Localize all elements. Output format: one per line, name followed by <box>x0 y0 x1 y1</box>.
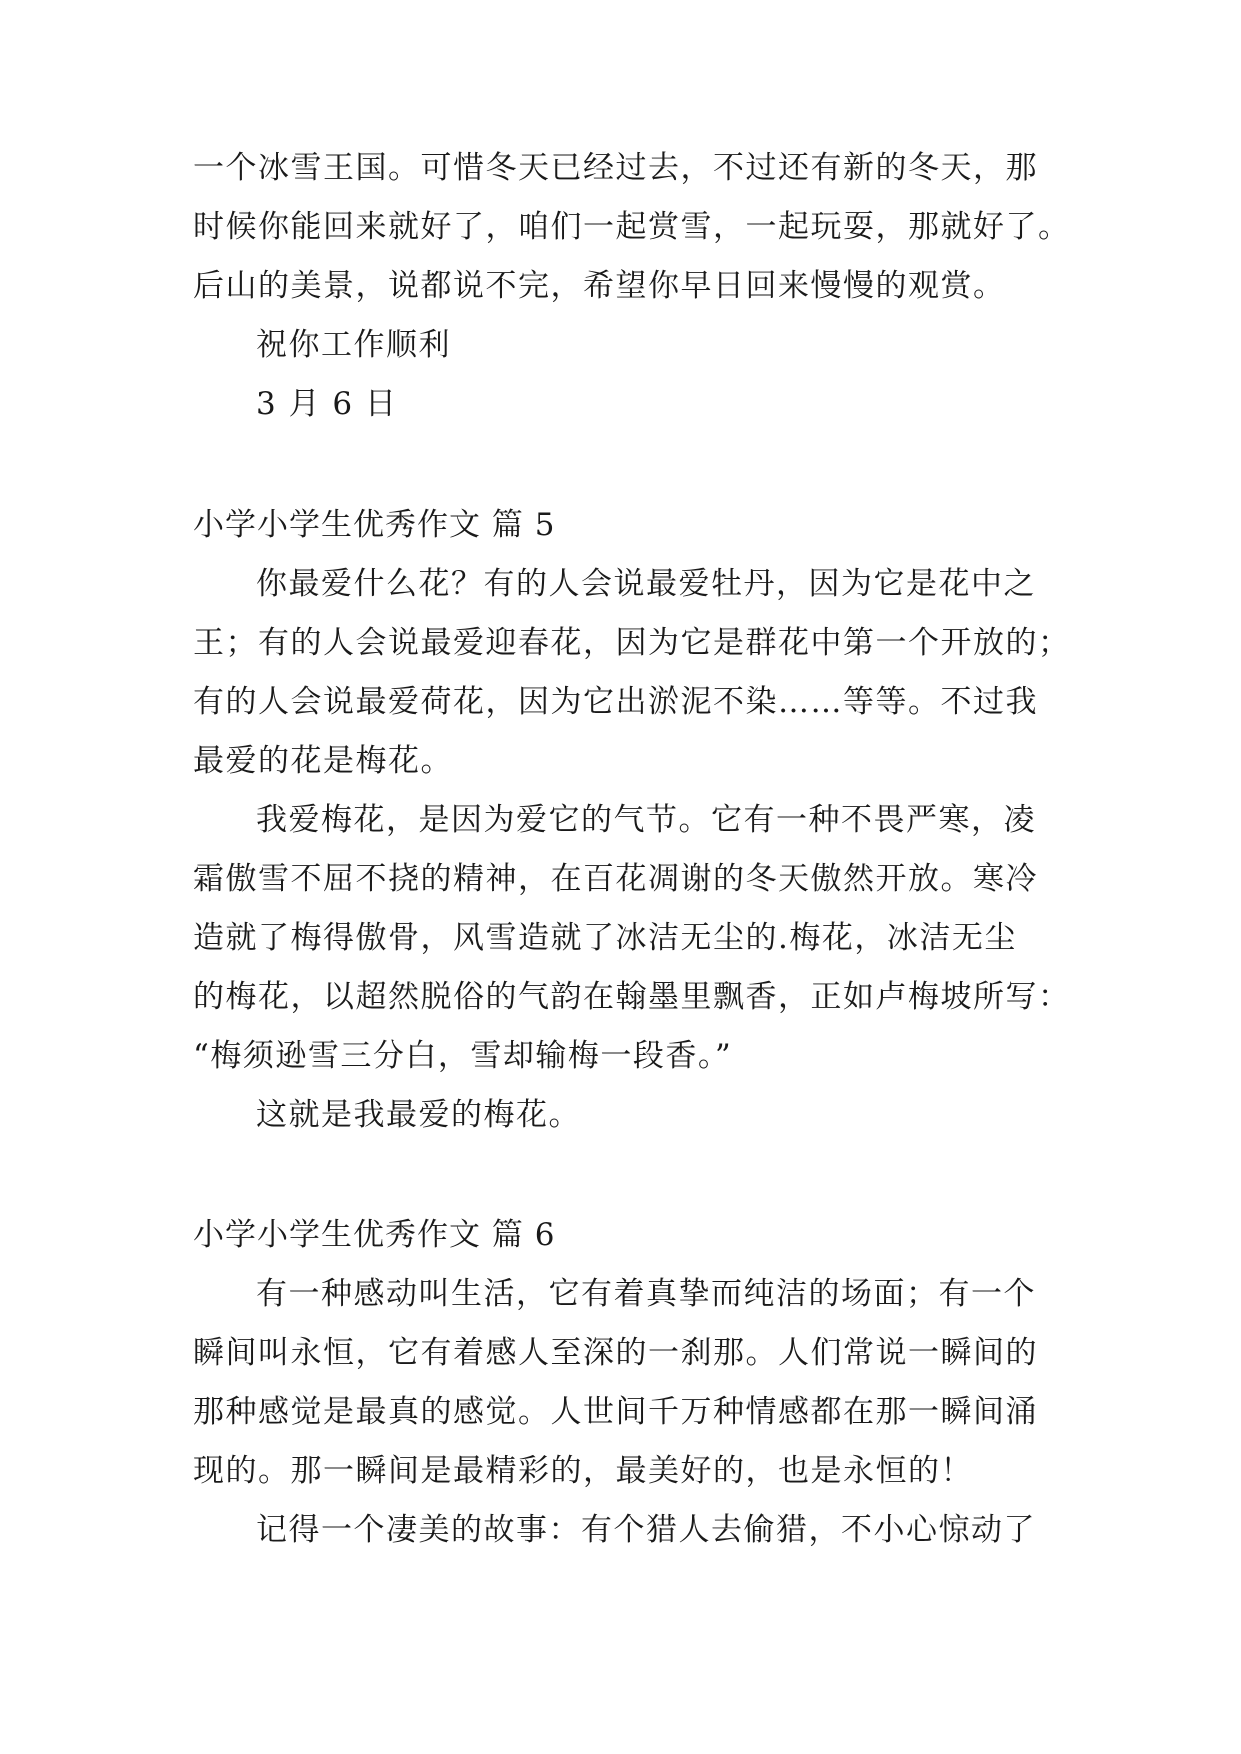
paragraph-line: 霜傲雪不屈不挠的精神，在百花凋谢的冬天傲然开放。寒冷 <box>193 861 1038 897</box>
paragraph-line: 最爱的花是梅花。 <box>193 743 453 779</box>
paragraph-line: “梅须逊雪三分白，雪却输梅一段香。” <box>193 1038 733 1074</box>
paragraph-line: 这就是我最爱的梅花。 <box>256 1097 581 1133</box>
letter-closing: 祝你工作顺利 <box>256 327 451 363</box>
essay-heading: 小学小学生优秀作文 篇 6 <box>193 1217 556 1253</box>
paragraph-line: 瞬间叫永恒，它有着感人至深的一刹那。人们常说一瞬间的 <box>193 1335 1038 1371</box>
paragraph-line: 你最爱什么花？有的人会说最爱牡丹，因为它是花中之 <box>256 566 1036 602</box>
paragraph-line: 有一种感动叫生活，它有着真挚而纯洁的场面；有一个 <box>256 1276 1036 1312</box>
letter-text-line: 后山的美景，说都说不完，希望你早日回来慢慢的观赏。 <box>193 268 1006 304</box>
paragraph-line: 那种感觉是最真的感觉。人世间千万种情感都在那一瞬间涌 <box>193 1394 1038 1430</box>
paragraph-line: 王；有的人会说最爱迎春花，因为它是群花中第一个开放的； <box>193 625 1071 661</box>
letter-text-line: 时候你能回来就好了，咱们一起赏雪，一起玩耍，那就好了。 <box>193 209 1071 245</box>
paragraph-line: 的梅花，以超然脱俗的气韵在翰墨里飘香，正如卢梅坡所写： <box>193 979 1071 1015</box>
paragraph-line: 记得一个凄美的故事：有个猎人去偷猎，不小心惊动了 <box>256 1512 1036 1548</box>
paragraph-line: 造就了梅得傲骨，风雪造就了冰洁无尘的.梅花，冰洁无尘 <box>193 920 1017 956</box>
essay-heading: 小学小学生优秀作文 篇 5 <box>193 507 556 543</box>
paragraph-line: 我爱梅花，是因为爱它的气节。它有一种不畏严寒，凌 <box>256 802 1036 838</box>
letter-text-line: 一个冰雪王国。可惜冬天已经过去，不过还有新的冬天，那 <box>193 150 1038 186</box>
paragraph-line: 现的。那一瞬间是最精彩的，最美好的，也是永恒的！ <box>193 1453 973 1489</box>
letter-date: 3 月 6 日 <box>256 386 398 422</box>
paragraph-line: 有的人会说最爱荷花，因为它出淤泥不染……等等。不过我 <box>193 684 1038 720</box>
